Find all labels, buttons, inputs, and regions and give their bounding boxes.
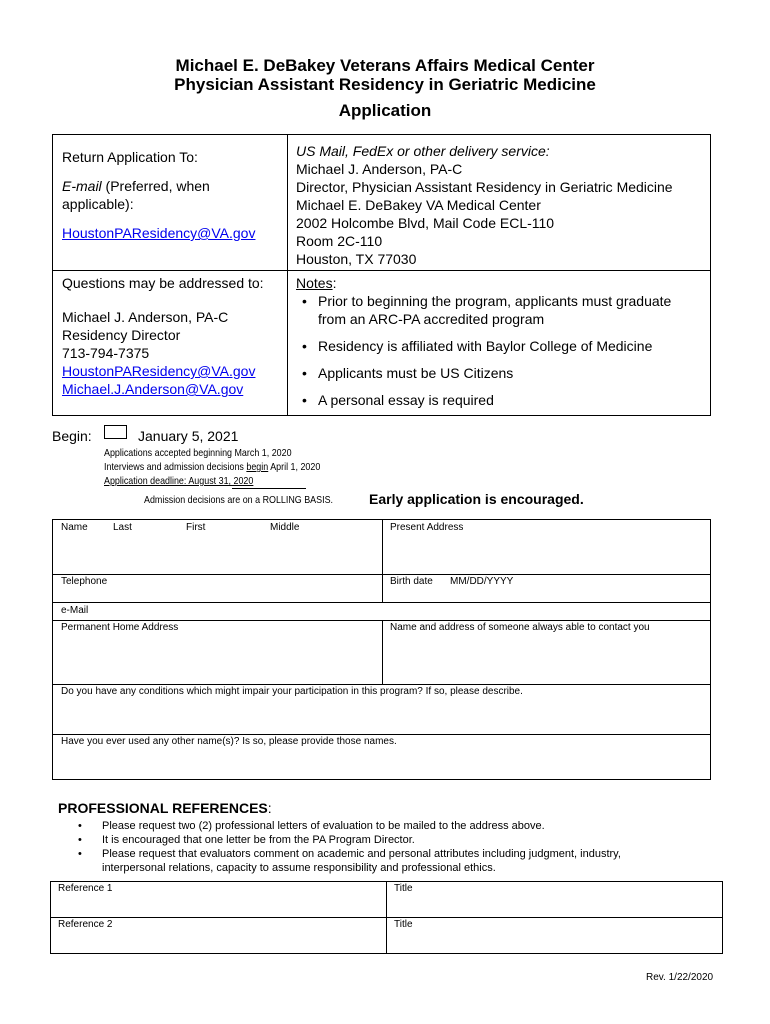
name-label: Name: [61, 522, 88, 533]
return-label: Return Application To:: [62, 149, 198, 165]
contact-person-field[interactable]: [386, 636, 708, 682]
rolling-basis: Admission decisions are on a ROLLING BASIS.: [144, 494, 334, 506]
email-label: e-Mail: [61, 605, 89, 616]
email-label-line2: applicable):: [62, 196, 134, 212]
middle-name-label: Middle: [270, 522, 300, 533]
mail-line-center: Michael E. DeBakey VA Medical Center: [296, 197, 541, 213]
email-label-rest: (Preferred, when: [101, 178, 210, 194]
last-name-label: Last: [113, 522, 132, 533]
note-item: • Residency is affiliated with Baylor College of Medicine: [296, 337, 696, 355]
mail-line-street: 2002 Holcombe Blvd, Mail Code ECL-110: [296, 215, 555, 231]
telephone-field[interactable]: [120, 576, 378, 600]
reference-2-title-field[interactable]: [390, 932, 719, 951]
interviews-text-begin: begin: [246, 461, 269, 473]
applications-accepted: Applications accepted beginning March 1, 2020: [104, 447, 292, 459]
other-names-field[interactable]: [56, 750, 708, 778]
contact-name: Michael J. Anderson, PA-C: [62, 309, 229, 325]
references-heading: PROFESSIONAL REFERENCES: [58, 800, 268, 816]
reference-1-title-label: Title: [394, 883, 413, 894]
form-col-line: [382, 519, 383, 602]
email-preferred-label: [62, 177, 210, 195]
email-label-italic: E-mail: [62, 178, 102, 194]
reference-2-label: Reference 2: [58, 919, 113, 930]
other-names-label: Have you ever used any other name(s)? Is so, please provide those names.: [61, 736, 397, 747]
notes-heading: Notes:: [296, 275, 337, 291]
permanent-address-label: Permanent Home Address: [61, 622, 179, 633]
note-item: • Prior to beginning the program, applicants must graduate from an ARC-PA accredited program: [296, 292, 696, 328]
mail-line-room: Room 2C-110: [296, 233, 383, 249]
references-heading-wrap: [58, 800, 272, 817]
note-item: • Applicants must be US Citizens: [296, 364, 696, 382]
reference-bullet: • Please request two (2) professional letters of evaluation to be mailed to the address above.: [78, 819, 638, 833]
title-center-name: Michael E. DeBakey Veterans Affairs Medical Center: [175, 56, 595, 75]
birth-date-field[interactable]: [530, 576, 708, 600]
conditions-label: Do you have any conditions which might impair your participation in this program? If so, please describe.: [61, 686, 523, 697]
birth-date-label: Birth date: [390, 576, 433, 587]
revision-date: Rev. 1/22/2020: [646, 972, 714, 983]
info-box-divider: [287, 134, 288, 416]
contact-email-link-1[interactable]: HoustonPAResidency@VA.gov: [62, 363, 256, 379]
form-row-line: [52, 684, 711, 685]
reference-bullet: • It is encouraged that one letter be from the PA Program Director.: [78, 833, 638, 847]
references-colon: :: [267, 800, 272, 816]
interviews-text-a: Interviews and admission decisions: [104, 461, 247, 473]
form-col-line: [382, 620, 383, 684]
mail-line-name: Michael J. Anderson, PA-C: [296, 161, 463, 177]
questions-label: Questions may be addressed to:: [62, 275, 264, 291]
form-row-line: [52, 602, 711, 603]
present-address-label: Present Address: [390, 522, 464, 533]
deadline-underline: [232, 488, 306, 489]
title-program-name: Physician Assistant Residency in Geriatric Medicine: [174, 75, 596, 94]
reference-bullet: • Please request that evaluators comment on academic and personal attributes including judgment, industry, interpersonal relations, capacity to assume responsibility and professional ethics.: [78, 847, 638, 875]
begin-label: Begin:: [52, 428, 92, 444]
present-address-field[interactable]: [386, 536, 708, 572]
contact-phone: 713-794-7375: [62, 345, 150, 361]
form-row-line: [52, 734, 711, 735]
info-box-row-divider: [52, 270, 711, 271]
contact-person-label: Name and address of someone always able to contact you: [390, 622, 650, 633]
notes-list: [296, 292, 696, 409]
contact-email-link-2[interactable]: Michael.J.Anderson@VA.gov: [62, 381, 244, 397]
reference-2-field[interactable]: [54, 932, 382, 951]
reference-1-title-field[interactable]: [390, 896, 719, 915]
permanent-address-field[interactable]: [56, 636, 378, 682]
first-name-label: First: [186, 522, 206, 533]
name-field[interactable]: [56, 536, 378, 572]
reference-1-label: Reference 1: [58, 883, 113, 894]
interviews-line: [104, 461, 320, 473]
notes-label: Notes: [296, 275, 333, 291]
references-col-line: [386, 881, 387, 954]
reference-2-title-label: Title: [394, 919, 413, 930]
conditions-field[interactable]: [56, 700, 708, 732]
mail-line-title: Director, Physician Assistant Residency in Geriatric Medicine: [296, 179, 673, 195]
early-application: Early application is encouraged.: [369, 491, 584, 507]
email-field[interactable]: [100, 604, 708, 618]
application-deadline: Application deadline: August 31, 2020: [104, 475, 254, 487]
begin-date: January 5, 2021: [138, 428, 239, 444]
references-bullets: [78, 819, 638, 875]
interviews-text-c: April 1, 2020: [268, 461, 321, 473]
mail-heading: US Mail, FedEx or other delivery service:: [296, 143, 550, 159]
contact-title: Residency Director: [62, 327, 181, 343]
telephone-label: Telephone: [61, 576, 108, 587]
birth-date-format: MM/DD/YYYY: [450, 576, 514, 587]
title-application: Application: [338, 101, 432, 120]
residency-email-link[interactable]: HoustonPAResidency@VA.gov: [62, 225, 256, 241]
reference-1-field[interactable]: [54, 896, 382, 915]
note-item: • A personal essay is required: [296, 391, 696, 409]
mail-line-city: Houston, TX 77030: [296, 251, 417, 267]
begin-checkbox[interactable]: [104, 425, 127, 439]
